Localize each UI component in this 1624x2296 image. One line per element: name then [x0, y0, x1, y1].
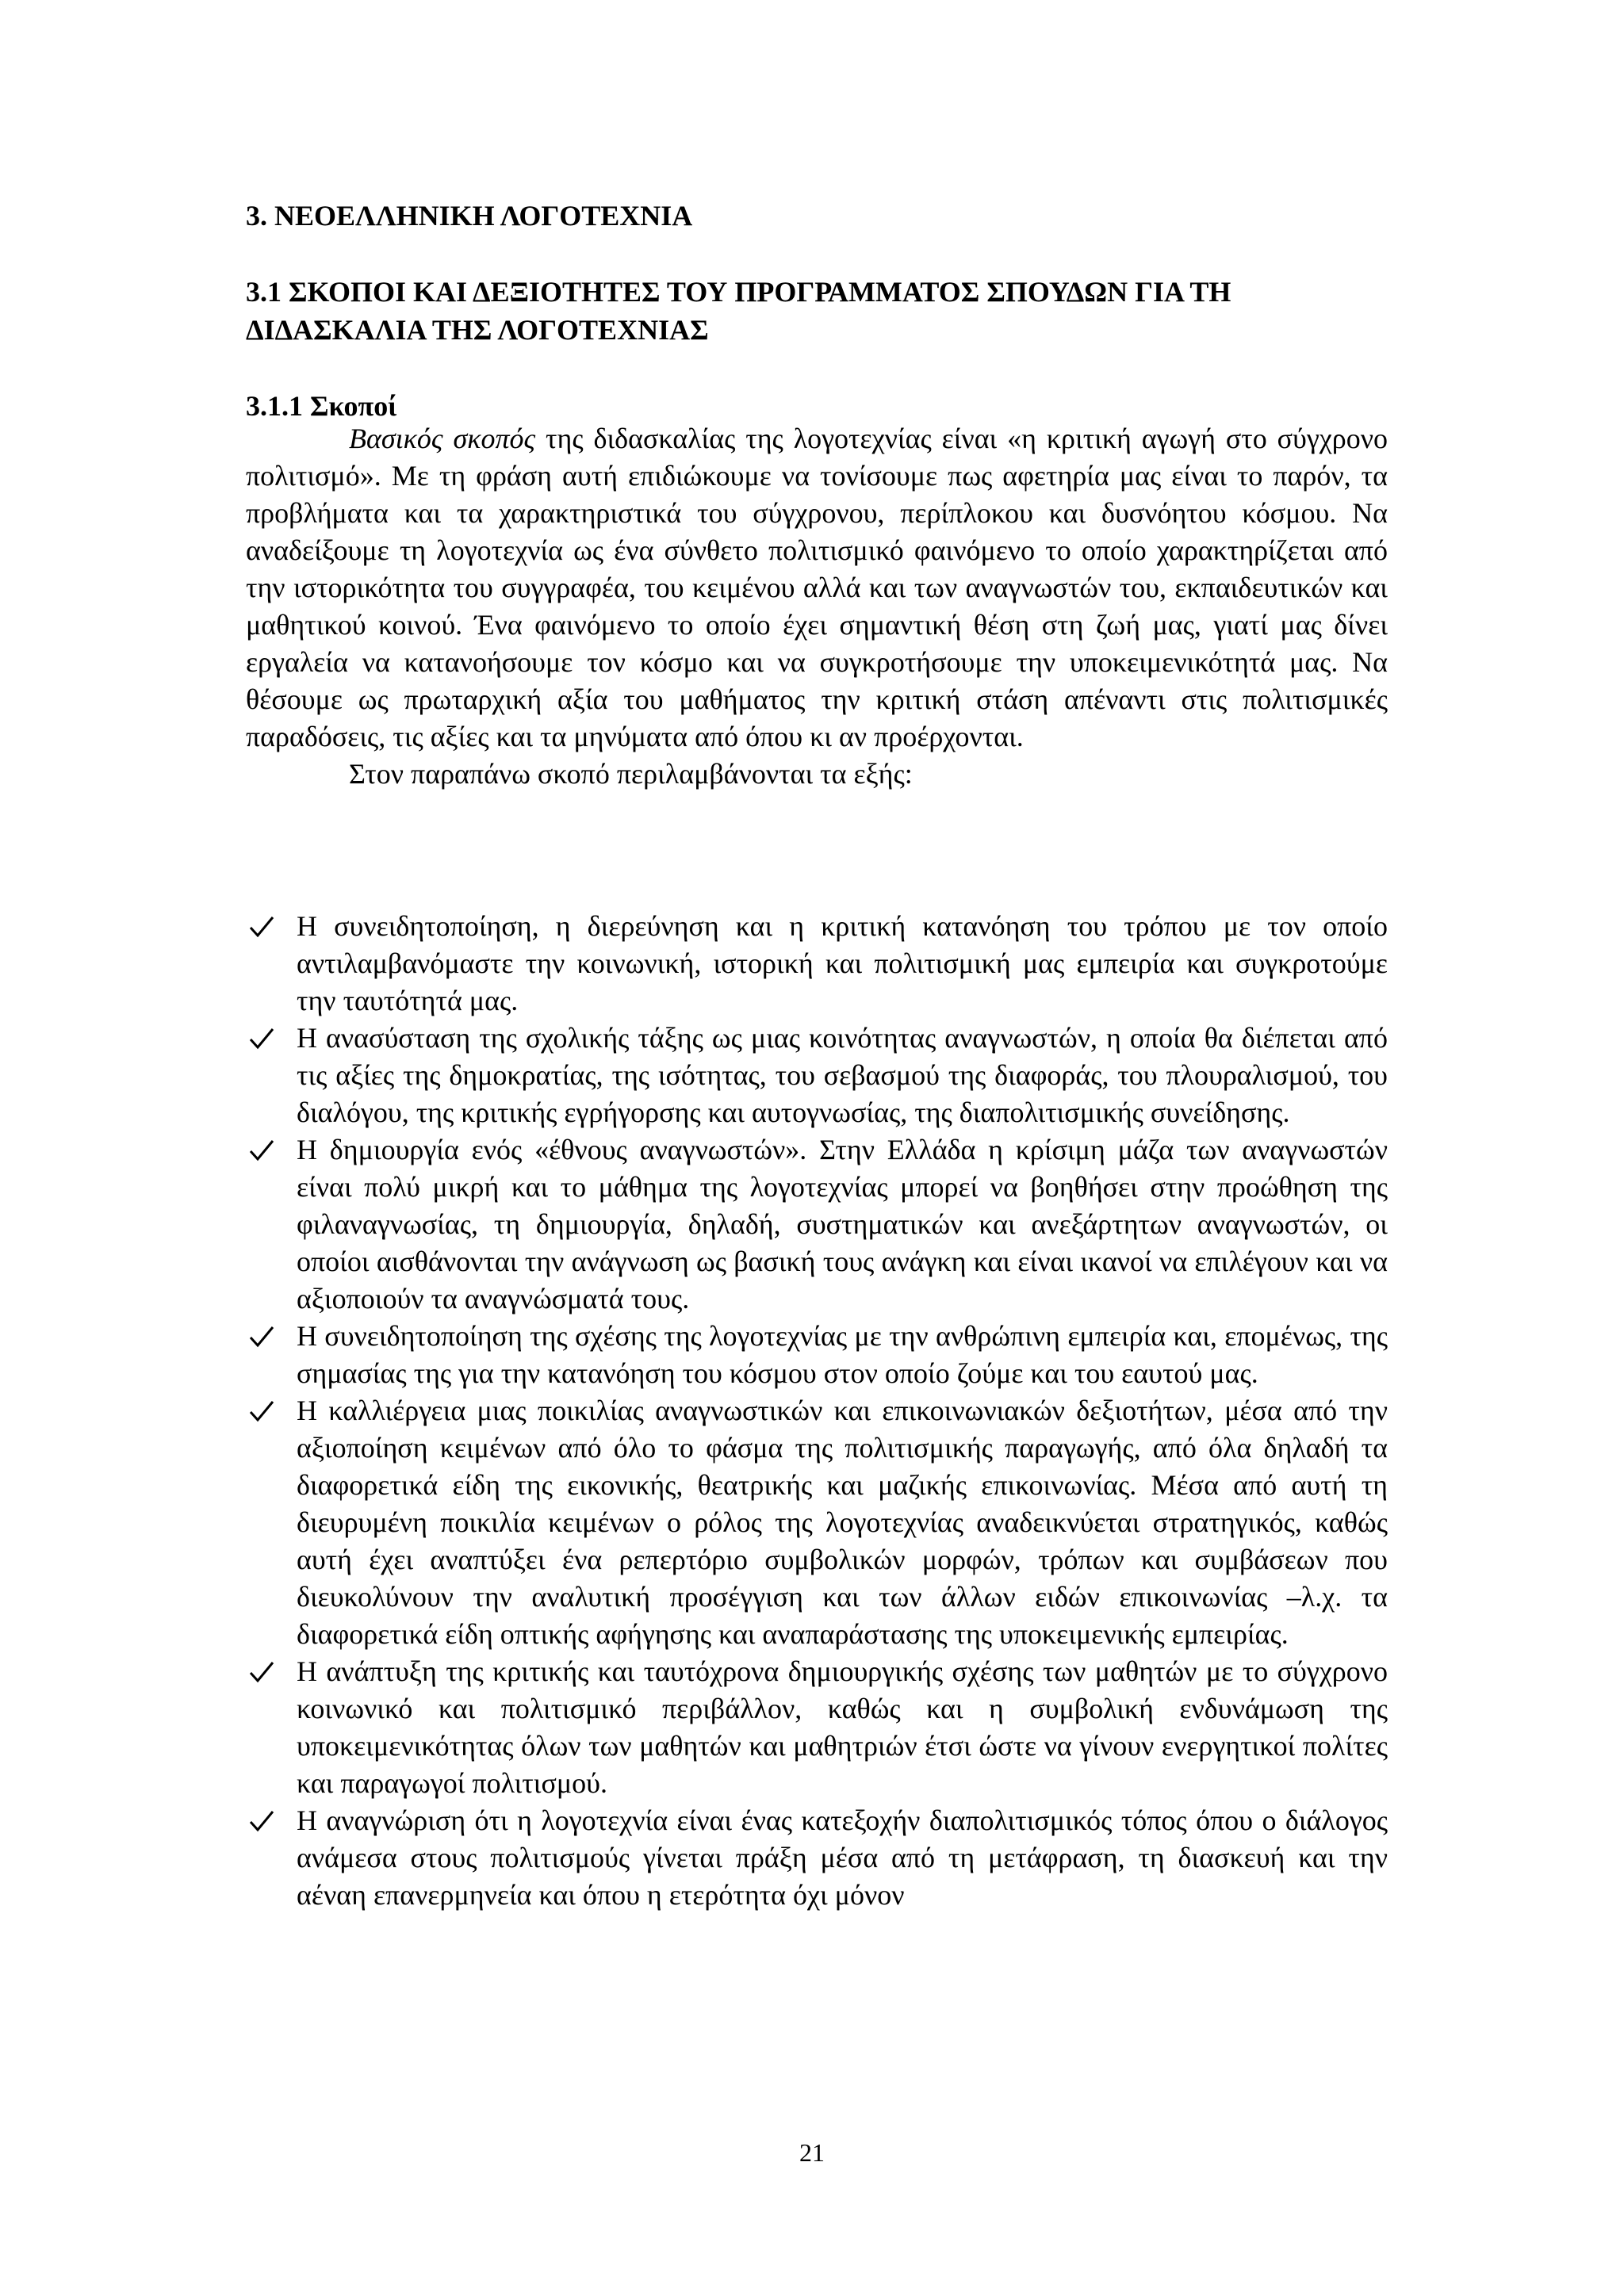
page-number: 21: [799, 2138, 825, 2167]
list-item: [246, 1318, 1388, 1392]
checkmark-icon: [246, 1802, 278, 1839]
list-item-text: Η συνειδητοποίηση της σχέσης της λογοτεχνίας με την ανθρώπινη εμπειρία και, επομένως, της σημασίας της για την κατανόηση του κόσμου στον οποίο ζούμε και του εαυτού μας.: [297, 1320, 1388, 1389]
checkmark-icon: [246, 1131, 278, 1169]
list-item: [246, 1653, 1388, 1802]
checkmark-icon: [246, 1020, 278, 1057]
list-item-text: Η συνειδητοποίηση, η διερεύνηση και η κριτική κατανόηση του τρόπου με τον οποίο αντιλαμβανόμαστε την κοινωνική, ιστορική και πολιτισμική μας εμπειρία και συγκροτούμε την ταυτότητά μας.: [297, 910, 1388, 1016]
goals-checklist: [246, 908, 1388, 1914]
checkmark-icon: [246, 1392, 278, 1429]
list-item: [246, 908, 1388, 1020]
paragraph-main-goal: [246, 420, 1388, 756]
checkmark-icon: [246, 1318, 278, 1355]
list-item-text: Η ανασύσταση της σχολικής τάξης ως μιας κοινότητας αναγνωστών, η οποία θα διέπεται από τις αξίες της δημοκρατίας, της ισότητας, του σεβασμού της διαφοράς, του πλουραλισμού, του διαλόγου, της κριτικής εγρήγορσης και αυτογνωσίας, της διαπολιτισμικής συνείδησης.: [297, 1022, 1388, 1128]
list-item: [246, 1802, 1388, 1914]
chapter-heading: 3. ΝΕΟΕΛΛΗΝΙΚΗ ΛΟΓΟΤΕΧΝΙΑ: [246, 200, 693, 232]
list-item-text: Η δημιουργία ενός «έθνους αναγνωστών». Στην Ελλάδα η κρίσιμη μάζα των αναγνωστών είναι πολύ μικρή και το μάθημα της λογοτεχνίας μπορεί να βοηθήσει στην προώθηση της φιλαναγνωσίας, τη δημιουργία, δηλαδή, συστηματικών και ανεξάρτητων αναγνωστών, οι οποίοι αισθάνονται την ανάγνωση ως βασική τους ανάγκη και είναι ικανοί να επιλέγουν και να αξιοποιούν τα αναγνώσματά τους.: [297, 1134, 1388, 1314]
paragraph-main-goal-text: της διδασκαλίας της λογοτεχνίας είναι «η κριτική αγωγή στο σύγχρονο πολιτισμό». Με τη φράση αυτή επιδιώκουμε να τονίσουμε πως αφετηρία μας είναι το παρόν, τα προβλήματα και τα χαρακτηριστικά του σύγχρονου, περίπλοκου και δυσνόητου κόσμου. Να αναδείξουμε τη λογοτεχνία ως ένα σύνθετο πολιτισμικό φαινόμενο το οποίο χαρακτηρίζεται από την ιστορικότητα του συγγραφέα, του κειμένου αλλά και των αναγνωστών του, εκπαιδευτικών και μαθητικού κοινού. Ένα φαινόμενο το οποίο έχει σημαντική θέση στη ζωή μας, γιατί μας δίνει εργαλεία να κατανοήσουμε τον κόσμο και να συγκροτήσουμε την υποκειμενικότητά μας. Να θέσουμε ως πρωταρχική αξία του μαθήματος την κριτική στάση απέναντι στις πολιτισμικές παραδόσεις, τις αξίες και τα μηνύματα από όπου κι αν προέρχονται.: [246, 423, 1388, 752]
checkmark-icon: [246, 1653, 278, 1690]
list-item-text: Η αναγνώριση ότι η λογοτεχνία είναι ένας κατεξοχήν διαπολιτισμικός τόπος όπου ο διάλογος ανάμεσα στους πολιτισμούς γίνεται πράξη μέσα από τη μετάφραση, τη διασκευή και την αέναη επανερμηνεία και όπου η ετερότητα όχι μόνον: [297, 1804, 1388, 1911]
subsection-heading: 3.1.1 Σκοποί: [246, 390, 397, 422]
italic-phrase: Βασικός σκοπός: [349, 423, 536, 454]
body-text: [246, 420, 1388, 817]
list-item: [246, 1131, 1388, 1318]
checkmark-icon: [246, 908, 278, 945]
section-heading: 3.1 ΣΚΟΠΟΙ ΚΑΙ ΔΕΞΙΟΤΗΤΕΣ ΤΟΥ ΠΡΟΓΡΑΜΜΑΤΟΣ ΣΠΟΥΔΩΝ ΓΙΑ ΤΗ ΔΙΔΑΣΚΑΛΙΑ ΤΗΣ ΛΟΓΟΤΕΧΝΙΑΣ: [246, 276, 1231, 346]
list-item-text: Η ανάπτυξη της κριτικής και ταυτόχρονα δημιουργικής σχέσης των μαθητών με το σύγχρονο κοινωνικό και πολιτισμικό περιβάλλον, καθώς και η συμβολική ενδυνάμωση της υποκειμενικότητας όλων των μαθητών και μαθητριών έτσι ώστε να γίνουν ενεργητικοί πολίτες και παραγωγοί πολιτισμού.: [297, 1655, 1388, 1799]
list-item-text: Η καλλιέργεια μιας ποικιλίας αναγνωστικών και επικοινωνιακών δεξιοτήτων, μέσα από την αξιοποίηση κειμένων από όλο το φάσμα της πολιτισμικής παραγωγής, από όλα δηλαδή τα διαφορετικά είδη της εικονικής, θεατρικής και μαζικής επικοινωνίας. Μέσα από αυτή τη διευρυμένη ποικιλία κειμένων ο ρόλος της λογοτεχνίας αναδεικνύεται στρατηγικός, καθώς αυτή έχει αναπτύξει ένα ρεπερτόριο συμβολικών μορφών, τρόπων και συμβάσεων που διευκολύνουν την αναλυτική προσέγγιση και των άλλων ειδών επικοινωνίας –λ.χ. τα διαφορετικά είδη οπτικής αφήγησης και αναπαράστασης της υποκειμενικής εμπειρίας.: [297, 1395, 1388, 1650]
list-item: [246, 1020, 1388, 1131]
paragraph-list-intro: Στον παραπάνω σκοπό περιλαμβάνονται τα εξής:: [349, 758, 913, 790]
list-item: [246, 1392, 1388, 1653]
